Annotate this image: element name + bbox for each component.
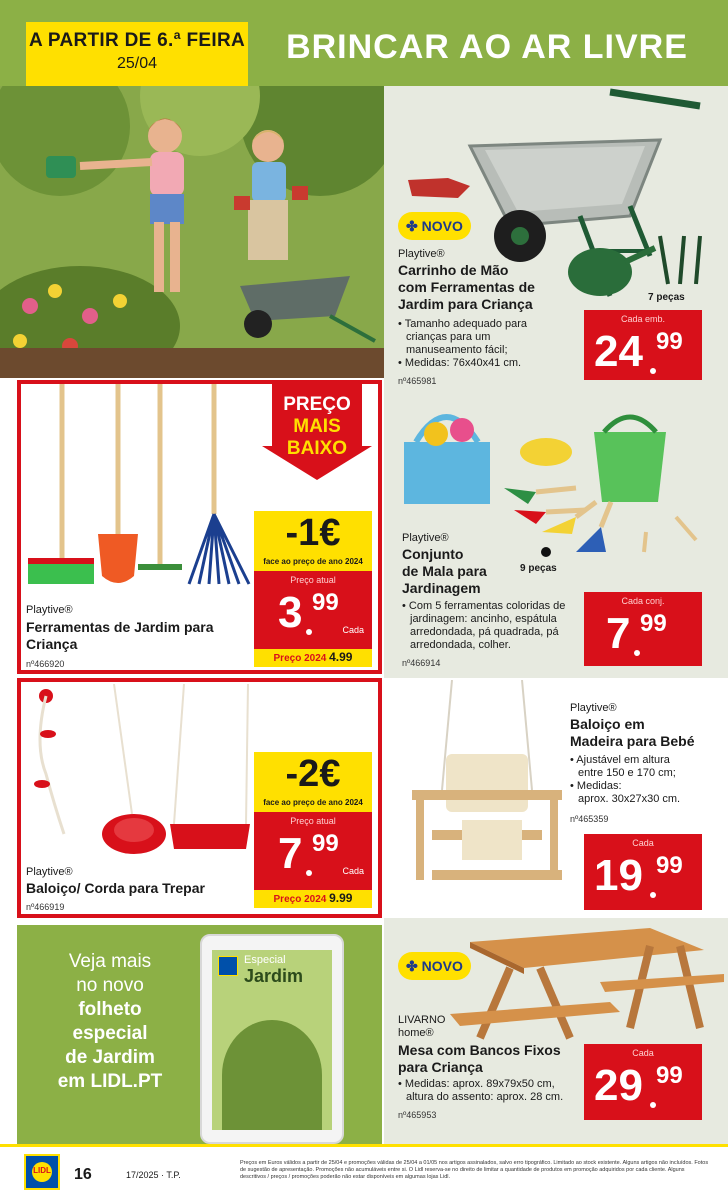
table-name-line: para Criança [398,1059,483,1075]
promo-line: em LIDL.PT [57,1071,163,1092]
new-badge-label: NOVO [421,958,463,974]
table-brand-line: home® [398,1027,434,1039]
promo-line: folheto [78,999,142,1020]
wheelbarrow-brand: Playtive® [398,248,445,260]
baby-swing-brand: Playtive® [570,702,617,714]
table-brand-line: LIVARNO [398,1014,446,1026]
feature-line: altura do assento: aprox. 28 cm. [406,1091,564,1103]
swing-rope-illustration [24,684,254,860]
price-dot [634,650,640,656]
footer-divider [0,1144,728,1147]
tools-name-line: Ferramentas de Jardim para [26,619,214,635]
promo-line: Veja mais [68,951,152,972]
table-name [398,1042,588,1076]
baby-swing-name [570,716,720,750]
swing-discount-tag [254,752,372,812]
wheelbarrow-price-tag [584,310,702,380]
swing-price-tag [254,812,372,890]
lower-price-line: PREÇO [283,394,351,415]
tablet-image [200,934,344,1144]
price-dot [650,892,656,898]
price-dot [650,368,656,374]
swing-sku: nº466919 [26,902,65,912]
new-badge: ✤ NOVO [398,212,471,240]
tools-name [26,619,246,653]
promo-line: no novo [76,975,144,996]
picnic-table-illustration [450,918,724,1058]
previous-price-value: 9.99 [329,891,353,905]
kids-gardening-photo [0,86,384,378]
leaflet-code: 17/2025 · T.P. [126,1170,181,1180]
bag-features [402,600,584,652]
price-unit: Cada conj. [621,596,665,606]
bag-name-line: de Mala para [402,563,487,579]
feature-line: • Medidas: [570,780,622,792]
promo-line: de Jardim [65,1047,155,1068]
date-line-2: 25/04 [116,55,158,72]
price-integer: 19 [594,851,643,900]
new-badge-label: NOVO [421,218,463,234]
bag-sku: nº466914 [402,658,441,668]
price-decimal: 99 [640,610,667,637]
lower-price-line: MAIS [293,416,341,437]
tablet-photo [222,1020,322,1130]
price-unit: Cada [342,866,364,876]
tablet-screen [212,950,332,1130]
bag-name-line: Conjunto [402,546,464,562]
bag-brand: Playtive® [402,532,449,544]
price-dot [306,870,312,876]
wheelbarrow-name-line: com Ferramentas de [398,279,535,295]
bag-name [402,546,522,597]
feature-line: • Medidas: aprox. 89x79x50 cm, [398,1078,555,1090]
price-unit: Cada emb. [620,314,666,324]
swing-name: Baloiço/ Corda para Trepar [26,880,205,896]
bag-name-line: Jardinagem [402,580,481,596]
baby-swing-features [570,754,720,806]
discount-note: face ao preço de ano 2024 [263,798,363,807]
price-integer: 3 [278,588,303,637]
tablet-title-small: Especial [244,954,286,966]
garden-tools-image [24,384,254,592]
swing-brand: Playtive® [26,866,73,878]
price-integer: 29 [594,1061,643,1110]
tablet-logo [218,956,238,976]
discount-amount: -1€ [285,512,341,554]
feature-line: • Ajustável em altura [570,754,670,766]
feature-line: • Tamanho adequado para [398,318,528,330]
table-price-tag [584,1044,702,1120]
promo-text[interactable] [30,950,190,1094]
wheelbarrow-features [398,318,578,370]
current-price-label: Preço atual [290,575,336,585]
feature-line: • Medidas: 76x40x41 cm. [398,357,522,369]
page-number: 16 [74,1166,92,1183]
tools-price-tag [254,571,372,649]
price-dot [306,629,312,635]
logo-text: LIDL [33,1166,51,1175]
price-decimal: 99 [656,328,683,355]
price-integer: 24 [594,327,643,376]
price-unit: Cada [632,1048,654,1058]
baby-swing-name-line: Baloiço em [570,716,645,732]
previous-price-value: 4.99 [329,650,353,664]
current-price-label: Preço atual [290,816,336,826]
tablet-title-big: Jardim [244,966,304,986]
table-features [398,1078,588,1104]
table-sku: nº465953 [398,1110,437,1120]
feature-line: • Com 5 ferramentas coloridas de [402,600,566,612]
price-decimal: 99 [656,1062,683,1089]
wheelbarrow-sku: nº465981 [398,376,437,386]
discount-amount: -2€ [285,753,341,795]
bag-pieces: 9 peças [520,563,557,574]
garden-tools-illustration [24,384,254,592]
date-line-1: A PARTIR DE 6.ª FEIRA [28,30,245,51]
baby-swing-image [402,680,572,902]
feature-line: arredondada, pá quadrada, pá [410,626,559,638]
wheelbarrow-name [398,262,578,313]
feature-line: jardinagem: ancinho, espátula [410,613,557,625]
swing-rope-image [24,684,254,860]
previous-price-label: Preço 2024 [273,894,327,905]
picnic-table-image [450,918,724,1058]
price-dot [650,1102,656,1108]
wheelbarrow-name-line: Carrinho de Mão [398,262,509,278]
table-brand [398,1014,445,1040]
tools-discount-tag [254,511,372,571]
feature-line: entre 150 e 170 cm; [578,767,676,779]
photo-illustration [0,86,384,378]
baby-swing-sku: nº465359 [570,814,609,824]
new-badge: ✤ NOVO [398,952,471,980]
price-decimal: 99 [312,589,339,616]
price-integer: 7 [606,609,631,658]
feature-line: aprox. 30x27x30 cm. [578,793,681,805]
price-unit: Cada [342,625,364,635]
wheelbarrow-name-line: Jardim para Criança [398,296,533,312]
discount-note: face ao preço de ano 2024 [263,557,363,566]
price-decimal: 99 [312,830,339,857]
baby-swing-price-tag [584,834,702,910]
feature-line: crianças para um [406,331,491,343]
price-decimal: 99 [656,852,683,879]
tools-previous-price [254,649,372,667]
previous-price-label: Preço 2024 [273,653,327,664]
fine-print: Preços em Euros válidos a partir de 25/04 e promoções válidas de 25/04 a 01/05 nos artigos assinalados, salvo erro tipográfico. Limitado ao stock existente. Alguns artigos não incluídos. Fotos de sugestão de apresentação. Promoções não acumuláveis entre si. O Lidl reserva-se no direito de limitar a quantidade de produtos em promoção adquiridos por cada cliente. Alguns descritivos / preços / promoções poderão não estar disponíveis em algumas lojas Lidl. [240,1160,709,1180]
baby-swing-illustration [402,680,572,902]
lower-price-line: BAIXO [286,438,348,459]
tools-name-line: Criança [26,636,78,652]
table-name-line: Mesa com Bancos Fixos [398,1042,561,1058]
wheelbarrow-pieces: 7 peças [648,292,685,303]
price-unit: Cada [632,838,654,848]
swing-previous-price [254,890,372,908]
promo-line: especial [72,1023,148,1044]
lower-price-label [272,394,362,460]
feature-line: manuseamento fácil; [406,344,508,356]
baby-swing-name-line: Madeira para Bebé [570,733,695,749]
feature-line: arredondada, colher. [410,639,511,651]
lidl-logo[interactable] [24,1154,60,1190]
tools-brand: Playtive® [26,604,73,616]
bag-price-tag [584,592,702,666]
page-title: BRINCAR AO AR LIVRE [286,28,688,66]
price-integer: 7 [278,829,303,878]
tools-sku: nº466920 [26,659,65,669]
